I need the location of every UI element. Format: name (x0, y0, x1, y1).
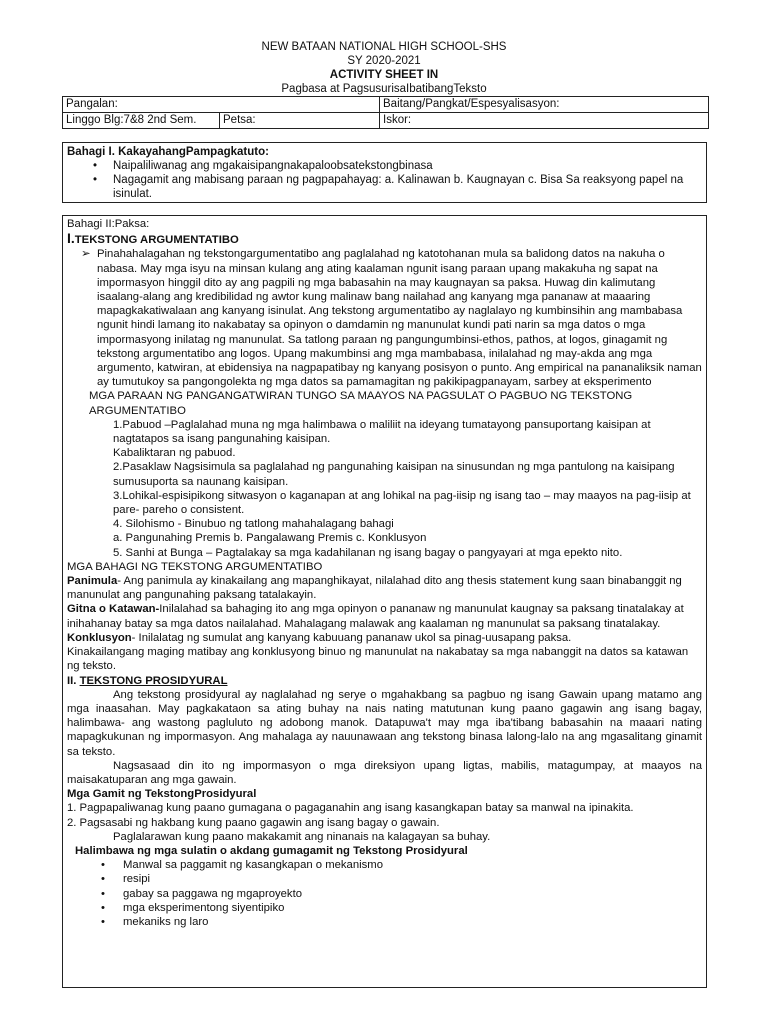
activity-title: ACTIVITY SHEET IN (329, 69, 439, 81)
bullet-icon: • (101, 873, 105, 886)
halimbawa-item: • mga eksperimentong siyentipiko (101, 901, 285, 914)
halimbawa-item: • resipi (101, 873, 150, 886)
competency-item: • Naipaliliwanag ang mgakaisipangnakapaloobsatekstongbinasa (93, 160, 433, 172)
konklusyon-paragraph: Konklusyon- Inilalatag ng sumulat ang kanyang kabuuang pananaw ukol sa pinag-uusapang paksa. (67, 631, 572, 644)
week-label: Linggo Blg:7&8 2nd Sem. (66, 114, 197, 126)
score-field[interactable]: Iskor: (380, 113, 709, 129)
bahagi-heading: MGA BAHAGI NG TEKSTONG ARGUMENTATIBO (67, 560, 323, 573)
school-name: NEW BATAAN NATIONAL HIGH SCHOOL-SHS (261, 41, 507, 53)
paraan-item: 1.Pabuod –Paglalahad muna ng mga halimbawa o maliliit na ideyang tumatayong pansuportang kaisipan at nagtatapos sa isang pangunahing kaisipan. (113, 418, 651, 446)
grade-section-field[interactable]: Baitang/Pangkat/Espesyalisasyon: (380, 97, 709, 113)
subject-title: Pagbasa at PagsusurisaIbatibangTeksto (281, 83, 487, 95)
bullet-icon: • (101, 901, 105, 914)
date-field[interactable]: Petsa: (220, 113, 380, 129)
gamit-heading: Mga Gamit ng TekstongProsidyural (67, 788, 257, 801)
konklusyon-paragraph-2: Kinakailangang maging matibay ang konklusyong binuo ng manunulat na nakabatay sa mga nabanggit na datos sa katawan ng teksto. (67, 646, 689, 673)
bullet-icon: • (101, 859, 105, 872)
student-info-table (62, 96, 709, 129)
paraan-item: 5. Sanhi at Bunga – Pagtalakay sa mga kadahilanan ng isang bagay o pangyayari at mga epekto nito. (113, 546, 623, 559)
paraan-heading: MGA PARAAN NG PANGANGATWIRAN TUNGO SA MAAYOS NA PAGSULAT O PAGBUO NG TEKSTONG ARGUMENTATIBO (89, 390, 633, 417)
topic-box (62, 215, 707, 988)
gamit-extra: Paglalarawan kung paano makakamit ang ninanais na kalagayan sa buhay. (113, 830, 491, 843)
arrow-bullet-icon: ➢ (81, 248, 91, 261)
paraan-item: 2.Pasaklaw Nagsisimula sa paglalahad ng pangunahing kaisipan na sinusundan ng mga pantulong na kaisipang sumusuporta sa naunang kaisipan. (113, 461, 675, 488)
bahagi2-title: Bahagi II:Paksa: (67, 218, 150, 230)
paraan-item: Kabaliktaran ng pabuod. (113, 447, 236, 460)
argumentatibo-paragraph: ➢ Pinahahalagahan ng tekstongargumentatibo ang paglalahad ng katotohanan mula sa balidong datos na nakuha o nabasa. May mga isyu na minsan kulang ang ating kaalaman ngunit isang paraan upang makakuha ng sapat na impormasyon hinggil dito ay ang pagpili ng mga babasahin na may kaugnayan sa paksa. Huwag din kalimutang isaalang-alang ang kredibilidad ng awtor kung malinaw bang nailahad ang kanyang mga pananaw at maaaring mapagkakatiwalaan ang kanyang isinulat. Ang tekstong argumentatibo ay naglalayo ng kumbinsihin ang mambabasa ngunit hindi lamang ito nakabatay sa opinyon o damdamin ng manunulat kundi pati narin sa mga datos o mga impormasyong inilatag ng manunulat. Sa tatlong paraan ng pangungumbinsi-ethos, pathos, at logos, ginagamit ng tekstong argumentatibo ang logos. Upang makumbinsi ang mga mambabasa, inilalahad ng may-akda ang mga argumento, katwiran, at ebidensiya na nagpapatibay ng kanyang posisyon o punto. Ang empirical na pananaliksik naman ay tumutukoy sa pangongolekta ng mga datos sa pamamagitan ng pakikipagpanayam, sarbey at eksperimento (81, 248, 702, 389)
section1-heading: I.TEKSTONG ARGUMENTATIBO (67, 230, 239, 247)
bahagi1-title: Bahagi I. KakayahangPampagkatuto: (67, 146, 269, 158)
gamit-item: 2. Pagsasabi ng hakbang kung paano gagawin ang isang bagay o gawain. (67, 816, 440, 829)
gitna-paragraph: Gitna o Katawan-Inilalahad sa bahaging ito ang mga opinyon o pananaw ng manunulat kaugnay sa paksang tinatalakay at inihahanay batay sa mga datos nailalahad. Mahalagang malawak ang kaalaman ng manunulat sa paksang tinatalakay. (67, 603, 684, 630)
bullet-icon: • (101, 887, 105, 900)
paraan-item: 4. Silohismo - Binubuo ng tatlong mahahalagang bahagi (113, 518, 394, 531)
halimbawa-heading: Halimbawa ng mga sulatin o akdang gumagamit ng Tekstong Prosidyural (75, 844, 468, 857)
bullet-icon: • (93, 160, 98, 172)
bullet-icon: • (93, 174, 98, 186)
panimula-paragraph: Panimula- Ang panimula ay kinakailang ang mapanghikayat, nilalahad dito ang thesis statement kung saan binabanggit ng manunulat ang pangunahing paksang tatalakayin. (67, 575, 682, 602)
prosidyural-paragraph-1: Ang tekstong prosidyural ay naglalahad ng serye o mgahakbang sa pagbuo ng isang Gawain upang matamo ang mga inaasahan. May pagkakataon sa ating buhay na nais nating matutunan kung paano gagawin ang isang bagay, halimbawa- ang wastong pagluluto ng adobong manok. Datapuwa't may mga iba'tibang babasahin na maaari nating mapagkukunan ng impormasyon. Ang mahalaga ay nauunawaan ang tekstong binasa lalong-lalo na ang mgasalitang ginamit sa teksto. (67, 688, 702, 758)
prosidyural-paragraph-2: Nagsasaad din ito ng impormasyon o mga direksiyon upang ligtas, mabilis, matagumpay, at maayos na maisakatuparan ang mga gawain. (67, 759, 702, 786)
paraan-item: a. Pangunahing Premis b. Pangalawang Premis c. Konklusyon (113, 532, 427, 545)
section2-heading: II. TEKSTONG PROSIDYURAL (67, 674, 228, 687)
paraan-item: 3.Lohikal-espisipikong sitwasyon o kaganapan at ang lohikal na pag-iisip ng isang tao – may maayos na pag-iisip at pare- pareho o consistent. (113, 489, 691, 517)
learning-competencies-box (62, 142, 707, 203)
halimbawa-item: • Manwal sa paggamit ng kasangkapan o mekanismo (101, 859, 383, 872)
competency-item: • Nagagamit ang mabisang paraan ng pagpapahayag: a. Kalinawan b. Kaugnayan c. Bisa Sa reaksyong papel na isinulat. (93, 174, 684, 200)
name-field[interactable]: Pangalan: (63, 97, 380, 113)
school-year: SY 2020-2021 (347, 55, 421, 67)
gamit-item: 1. Pagpapaliwanag kung paano gumagana o pagaganahin ang isang kasangkapan batay sa manwal na ipinakita. (67, 802, 634, 815)
halimbawa-item: • gabay sa paggawa ng mgaproyekto (101, 887, 302, 900)
bullet-icon: • (101, 915, 105, 928)
halimbawa-item: • mekaniks ng laro (101, 915, 209, 928)
week-field (63, 113, 220, 129)
